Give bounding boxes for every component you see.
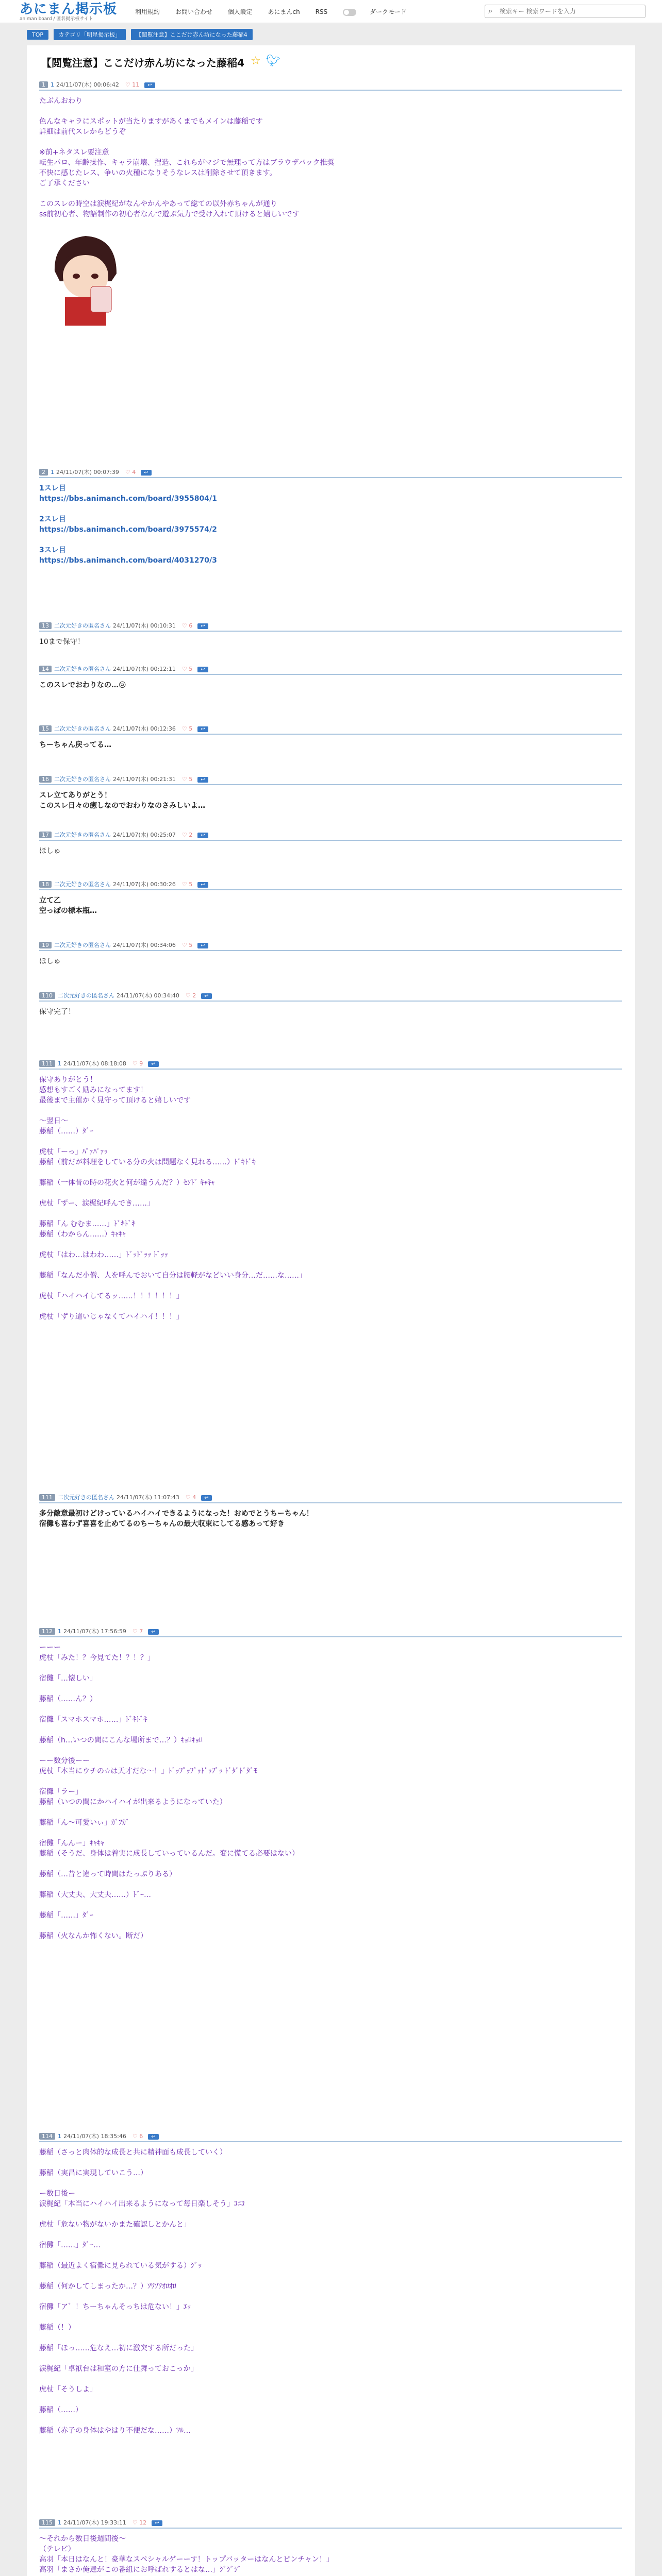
post-author: 1 bbox=[51, 469, 54, 476]
post-body: 保守完了！ bbox=[39, 1008, 75, 1016]
post-author: 二次元好きの匿名さん bbox=[54, 832, 111, 838]
nav-settings[interactable]: 個人設定 bbox=[227, 8, 253, 15]
post-author: 二次元好きの匿名さん bbox=[54, 881, 111, 888]
post-author: 二次元好きの匿名さん bbox=[54, 942, 111, 948]
like-button[interactable] bbox=[182, 881, 192, 888]
post-timestamp: 24/11/07(木) 19:33:11 bbox=[63, 2519, 126, 2526]
post-header bbox=[39, 831, 622, 841]
post-header bbox=[39, 880, 622, 890]
post-body: 多分敵意最初けどけっているハイハイできるようになった！おめでとうちーちゃん！ 宿儺も喜わず喜喜を止めてるのちーちゃんの最大収束にしてる感あって好き bbox=[39, 1510, 313, 1528]
breadcrumb-category[interactable]: カテゴリ「明星掲示板」 bbox=[54, 29, 126, 40]
post-author: 二次元好きの匿名さん bbox=[54, 776, 111, 783]
post-header bbox=[39, 80, 622, 91]
heart-icon: ♡ bbox=[181, 832, 187, 838]
logo-subtext: animan board / 匿名掲示板サイト bbox=[20, 16, 93, 22]
search-icon[interactable]: ⌕ bbox=[488, 6, 493, 15]
like-count: 6 bbox=[189, 622, 193, 629]
heart-icon: ♡ bbox=[132, 1060, 138, 1067]
nav-rss[interactable]: RSS bbox=[315, 8, 328, 15]
post-timestamp: 24/11/07(木) 00:12:11 bbox=[113, 666, 176, 672]
post-item bbox=[39, 621, 622, 647]
post-timestamp: 24/11/07(木) 00:07:39 bbox=[56, 469, 119, 476]
reply-button[interactable]: ↩ bbox=[197, 882, 208, 888]
post-item bbox=[39, 80, 622, 328]
post-body: 保守ありがとう！ 感想もすごく励みになってます！ 最後まで主催かく見守って頂けると嬉しいです 〜翌日〜 藤稲（……）ﾀﾞｰ 虎杖「ーっ」ﾊﾟｧﾊﾟｧｯ 藤稲（前だが料理をしている分の火は問題なく見れる……）ﾄﾞｷﾄﾞｷ 藤稲（一体昔の時の花火と何が違うんだ？）ｾﾝﾄﾞ ｷｬｷｬ 虎杖「ずー、涙梶紀呼んでき……」 藤稲「ん むむま……」ﾄﾞｷﾄﾞｷ 藤稲（わからん……）ｷｬｷｬ 虎杖「はわ…はわわ……」ﾄﾞｯﾄﾞｯｯ ﾄﾞｯｯ 藤稲「なんだ小僧、人を呼んでおいて自分は腰軽がなどいい身分…だ……な……」 虎杖「ハイハイしてるッ……！！！！！！」 虎杖「ずり這いじゃなくてハイハイ！！！」 bbox=[39, 1076, 306, 1321]
favorite-star-icon[interactable]: ☆ bbox=[251, 55, 261, 67]
post-timestamp: 24/11/07(木) 00:34:40 bbox=[117, 992, 179, 999]
reply-button[interactable]: ↩ bbox=[197, 667, 208, 672]
post-author: 二次元好きの匿名さん bbox=[58, 992, 114, 999]
post-header bbox=[39, 621, 622, 632]
post-item bbox=[39, 2132, 622, 2436]
like-count: 5 bbox=[189, 776, 193, 783]
post-timestamp: 24/11/07(木) 00:34:06 bbox=[113, 942, 176, 948]
like-count: 9 bbox=[139, 1060, 143, 1067]
post-body: ほしゅ bbox=[39, 847, 61, 855]
post-header bbox=[39, 724, 622, 735]
reply-button[interactable]: ↩ bbox=[197, 726, 208, 732]
reply-button[interactable]: ↩ bbox=[197, 777, 208, 783]
post-item bbox=[39, 2518, 622, 2576]
like-count: 5 bbox=[189, 666, 193, 672]
like-button[interactable] bbox=[133, 1628, 143, 1635]
post-body: たぶんおわり 色んなキャラにスポットが当たりますがあくまでもメインは藤稲です 詳細は前代スレからどうぞ ※前+ネタスレ要注意 転生パロ、年齢操作、キャラ崩壊、捏造、これらがマジで無理って方はブラウザバック推奨 不快に感じたレス、争いの火種になりそうなレスは削除させて頂きます。 ご了承ください このスレの時空は涙梶紀がなんやかんやあって総ての以外赤ちゃんが通り ss前初心者、物語制作の初心者なんで遊ぶ気力で受け入れて頂けると嬉しいです bbox=[39, 97, 335, 218]
like-button[interactable] bbox=[186, 992, 196, 999]
post-item bbox=[39, 1627, 622, 1941]
post-header bbox=[39, 1627, 622, 1637]
like-count: 4 bbox=[132, 469, 136, 476]
post-timestamp: 24/11/07(木) 00:30:26 bbox=[113, 881, 176, 888]
post-item bbox=[39, 941, 622, 967]
heart-icon: ♡ bbox=[185, 992, 191, 999]
reply-button[interactable]: ↩ bbox=[144, 82, 155, 88]
post-item bbox=[39, 1493, 622, 1529]
heart-icon: ♡ bbox=[181, 725, 187, 732]
post-timestamp: 24/11/07(木) 00:12:36 bbox=[113, 725, 176, 732]
post-number[interactable]: 110 bbox=[39, 992, 55, 999]
search-input[interactable] bbox=[499, 7, 640, 16]
heart-icon: ♡ bbox=[181, 881, 187, 888]
post-header bbox=[39, 2518, 622, 2529]
reply-button[interactable]: ↩ bbox=[148, 1061, 158, 1067]
heart-icon: ♡ bbox=[181, 666, 187, 672]
breadcrumb-thread[interactable]: 【閲覧注意】ここだけ赤ん坊になった藤稲4 bbox=[131, 29, 253, 40]
post-author: 1 bbox=[58, 1628, 61, 1635]
reply-button[interactable]: ↩ bbox=[148, 2134, 158, 2140]
like-button[interactable] bbox=[182, 725, 192, 732]
like-count: 6 bbox=[139, 2133, 143, 2140]
post-author: 二次元好きの匿名さん bbox=[54, 666, 111, 672]
post-header bbox=[39, 2132, 622, 2142]
heart-icon: ♡ bbox=[185, 1494, 191, 1501]
post-item bbox=[39, 1059, 622, 1322]
like-count: 4 bbox=[192, 1494, 196, 1501]
reply-button[interactable]: ↩ bbox=[197, 943, 208, 948]
nav-contact[interactable]: お問い合わせ bbox=[175, 8, 212, 15]
reply-button[interactable]: ↩ bbox=[201, 1495, 211, 1501]
post-item bbox=[39, 724, 622, 750]
like-button[interactable] bbox=[182, 942, 192, 948]
post-body: 〜それから数日後週間後〜 （テレビ） 高羽「本日はなんと！豪華なスペシャルゲーーす！トップバッターはなんとピンチャン！」 高羽「まさか俺達がこの番組にお呼ばれするとはな…」ｼﾞｼﾞｼﾞ bbox=[39, 2535, 334, 2574]
post-item bbox=[39, 831, 622, 856]
post-number[interactable]: 13 bbox=[39, 622, 52, 629]
thread-title: 【閲覧注意】ここだけ赤ん坊になった藤稲4 bbox=[41, 57, 244, 69]
breadcrumb bbox=[27, 29, 256, 40]
reply-button[interactable]: ↩ bbox=[197, 833, 208, 838]
like-button[interactable] bbox=[186, 1494, 196, 1501]
post-item bbox=[39, 468, 622, 566]
search-box bbox=[485, 5, 646, 18]
reply-button[interactable]: ↩ bbox=[152, 2520, 162, 2526]
post-body: 10まで保守！ bbox=[39, 638, 85, 646]
post-number[interactable]: 111 bbox=[39, 1060, 55, 1067]
post-author: 1 bbox=[58, 1060, 61, 1067]
post-number[interactable]: 2 bbox=[39, 469, 48, 476]
post-header bbox=[39, 991, 622, 1002]
post-body: 藤稲（さっと肉体的な成長と共に精神面も成長していく） 藤稲（実昌に実現していこう…） ー数日後ー 涙梶紀「本当にハイハイ出来るようになって毎日楽しそう」ｺﾆｺ 虎杖「危ない物がないかまた確認しとかんと」 宿儺「……」ﾀﾞｰ… 藤稲（最近よく宿儺に見られている気がする）ｼﾞｯ 藤稲（何かしてしまったか…？）ｿﾜｿﾜｵﾛｵﾛ 宿儺「ア゛！ちーちゃんそっちは危ない！」ｴｯ 藤稲（！） 藤稲「ほっ……危なえ…初に激突する所だった」 涙梶紀「卓袱台は和室の方に仕舞っておこっか」 虎杖「そうしよ」 藤稲（……） 藤稲（赤子の身体はやはり不便だな……）ﾂﾙ… bbox=[39, 2148, 245, 2435]
like-button[interactable] bbox=[133, 1060, 143, 1067]
post-number[interactable]: 114 bbox=[39, 2133, 55, 2140]
heart-icon: ♡ bbox=[132, 1628, 138, 1635]
post-body: ーーー 虎杖「みた！？今見てた！？！？」 宿儺「…懐しい」 藤稲（……ん？） 宿儺「スマホスマホ……」ﾄﾞｷﾄﾞｷ 藤稲（h…いつの間にこんな場所まで…？）ｷｮﾛｷｮﾛ ーー数分後ーー 虎杖「本当にウチの☆は天才だな〜！」ﾄﾞｯﾌﾟｯﾌﾟｯﾄﾞｯﾌﾟｯ ﾄﾞﾀﾞﾄﾞﾀﾞﾓ 宿儺「ラー」 藤稲（いつの間にかハイハイが出来るようになっていた） 藤稲「ん〜可愛いぃ」ｶﾞﾌｶﾞ 宿儺「んんー」ｷｬｷｬ 藤稲（そうだ、身体は着実に成長していっているんだ。変に慌てる必要はない） 藤稲（…昔と違って時間はたっぷりある） 藤稲（大丈夫、大丈夫……）ﾄﾞｰ… 藤稲「……」ﾀﾞｰ 藤稲（火なんか怖くない。断だ） bbox=[39, 1643, 299, 1940]
post-body: ほしゅ bbox=[39, 957, 61, 965]
post-header bbox=[39, 1059, 622, 1070]
post-number[interactable]: 18 bbox=[39, 881, 52, 888]
post-header bbox=[39, 1493, 622, 1503]
heart-icon: ♡ bbox=[132, 2519, 138, 2526]
post-author: 1 bbox=[58, 2133, 61, 2140]
toggle-switch-icon bbox=[343, 9, 356, 16]
post-number[interactable]: 17 bbox=[39, 832, 52, 838]
nav-terms[interactable]: 利用規約 bbox=[135, 8, 160, 15]
post-header bbox=[39, 941, 622, 951]
post-author: 二次元好きの匿名さん bbox=[58, 1494, 114, 1501]
post-body: スレ立てありがとう！ このスレ日々の癒しなのでおわりなのさみしいよ… bbox=[39, 791, 205, 810]
post-number[interactable]: 112 bbox=[39, 1628, 55, 1635]
dark-mode-toggle[interactable] bbox=[343, 8, 420, 15]
like-button[interactable] bbox=[182, 622, 192, 629]
like-count: 7 bbox=[139, 1628, 143, 1635]
post-timestamp: 24/11/07(木) 08:18:08 bbox=[63, 1060, 126, 1067]
like-button[interactable] bbox=[182, 832, 192, 838]
breadcrumb-top[interactable]: TOP bbox=[27, 30, 48, 40]
post-author: 二次元好きの匿名さん bbox=[54, 622, 111, 629]
heart-icon: ♡ bbox=[181, 622, 187, 629]
post-timestamp: 24/11/07(木) 00:25:07 bbox=[113, 832, 176, 838]
thread-actions bbox=[251, 55, 280, 67]
post-body: 立て乙 空っぽの標本瓶… bbox=[39, 896, 97, 915]
like-count: 11 bbox=[132, 81, 140, 88]
post-number[interactable]: 115 bbox=[39, 2519, 55, 2526]
site-logo[interactable] bbox=[20, 2, 117, 22]
post-timestamp: 24/11/07(木) 17:56:59 bbox=[63, 1628, 126, 1635]
reply-button[interactable]: ↩ bbox=[201, 993, 211, 999]
post-number[interactable]: 111 bbox=[39, 1494, 55, 1501]
post-timestamp: 24/11/07(木) 18:35:46 bbox=[63, 2133, 126, 2140]
like-count: 2 bbox=[192, 992, 196, 999]
like-count: 5 bbox=[189, 881, 193, 888]
like-button[interactable] bbox=[182, 776, 192, 783]
thread-content bbox=[27, 45, 635, 2576]
like-button[interactable] bbox=[125, 469, 136, 476]
post-number[interactable]: 15 bbox=[39, 725, 52, 732]
post-timestamp: 24/11/07(木) 00:06:42 bbox=[56, 81, 119, 88]
post-number[interactable]: 19 bbox=[39, 942, 52, 948]
like-button[interactable] bbox=[133, 2519, 146, 2526]
post-timestamp: 24/11/07(木) 00:10:31 bbox=[113, 622, 176, 629]
post-author: 二次元好きの匿名さん bbox=[54, 725, 111, 732]
post-timestamp: 24/11/07(木) 00:21:31 bbox=[113, 776, 176, 783]
like-count: 5 bbox=[189, 942, 193, 948]
like-button[interactable] bbox=[182, 666, 192, 672]
heart-icon: ♡ bbox=[125, 81, 130, 88]
twitter-bird-icon[interactable]: 🐦︎ bbox=[266, 55, 280, 67]
reply-button[interactable]: ↩ bbox=[141, 470, 151, 476]
post-number[interactable]: 1 bbox=[39, 81, 48, 88]
reply-button[interactable]: ↩ bbox=[148, 1629, 158, 1635]
post-item bbox=[39, 880, 622, 916]
heart-icon: ♡ bbox=[181, 942, 187, 948]
post-header bbox=[39, 665, 622, 675]
nav-animanch[interactable]: あにまんch bbox=[268, 8, 300, 15]
post-timestamp: 24/11/07(木) 11:07:43 bbox=[117, 1494, 179, 1501]
heart-icon: ♡ bbox=[181, 776, 187, 783]
character-illustration bbox=[39, 225, 131, 326]
post-number[interactable]: 14 bbox=[39, 666, 52, 672]
heart-icon: ♡ bbox=[132, 2133, 138, 2140]
reply-button[interactable]: ↩ bbox=[197, 623, 208, 629]
top-nav bbox=[135, 7, 434, 16]
post-item bbox=[39, 991, 622, 1017]
like-button[interactable] bbox=[125, 81, 139, 88]
like-button[interactable] bbox=[133, 2133, 143, 2140]
like-count: 5 bbox=[189, 725, 193, 732]
top-bar bbox=[0, 0, 662, 23]
post-author: 1 bbox=[58, 2519, 61, 2526]
post-body: ちーちゃん戻ってる… bbox=[39, 741, 111, 749]
heart-icon: ♡ bbox=[125, 469, 130, 476]
post-item bbox=[39, 775, 622, 811]
post-item bbox=[39, 665, 622, 690]
dark-mode-label: ダークモード bbox=[369, 8, 407, 15]
post-body: 1スレ目 https://bbs.animanch.com/board/3955804/1 2スレ目 https://bbs.animanch.com/board/3975574/2 3スレ目 https://bbs.animanch.com/board/4031270/3 bbox=[39, 484, 217, 565]
like-count: 2 bbox=[189, 832, 193, 838]
like-count: 12 bbox=[139, 2519, 147, 2526]
post-author: 1 bbox=[51, 81, 54, 88]
logo-text: あにまん掲示板 bbox=[20, 2, 118, 17]
post-header bbox=[39, 468, 622, 478]
post-header bbox=[39, 775, 622, 785]
post-body: このスレでおわりなの…😢 bbox=[39, 681, 126, 689]
cup-shape bbox=[91, 286, 111, 312]
post-number[interactable]: 16 bbox=[39, 776, 52, 783]
